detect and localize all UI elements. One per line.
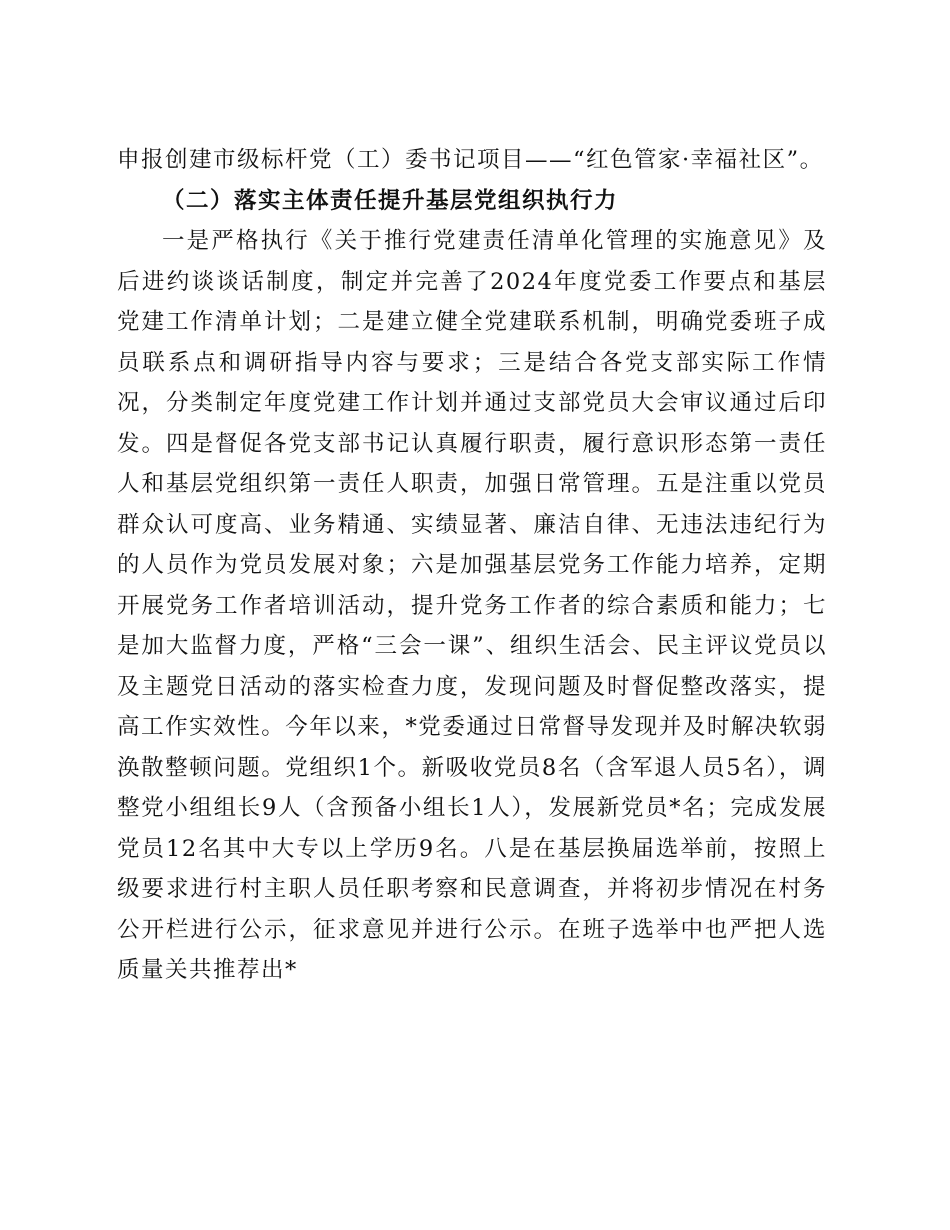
section-heading: （二）落实主体责任提升基层党组织执行力 (162, 187, 619, 214)
intro-paragraph: 申报创建市级标杆党（工）委书记项目——“红色管家·幸福社区”。 (117, 147, 824, 173)
main-paragraph: 一是严格执行《关于推行党建责任清单化管理的实施意见》及后进约谈谈话制度，制定并完善了2024年度党委工作要点和基层党建工作清单计划；二是建立健全党建联系机制，明确党委班子成员联系点和调研指导内容与要求；三是结合各党支部实际工作情况，分类制定年度党建工作计划并通过支部党员大会审议通过后印发。四是督促各党支部书记认真履行职责，履行意识形态第一责任人和基层党组织第一责任人职责，加强日常管理。五是注重以党员群众认可度高、业务精通、实绩显著、廉洁自律、无违法违纪行为的人员作为党员发展对象；六是加强基层党务工作能力培养，定期开展党务工作者培训活动，提升党务工作者的综合素质和能力；七是加大监督力度，严格“三会一课”、组织生活会、民主评议党员以及主题党日活动的落实检查力度，发现问题及时督促整改落实，提高工作实效性。今年以来，*党委通过日常督导发现并及时解决软弱涣散整顿问题。党组织1个。新吸收党员8名（含军退人员5名），调整党小组组长9人（含预备小组长1人），发展新党员*名；完成发展党员12名其中大专以上学历9名。八是在基层换届选举前，按照上级要求进行村主职人员任职考察和民意调查，并将初步情况在村务公开栏进行公示，征求意见并进行公示。在班子选举中也严把人选质量关共推荐出* (117, 228, 827, 983)
document-body (117, 140, 827, 991)
